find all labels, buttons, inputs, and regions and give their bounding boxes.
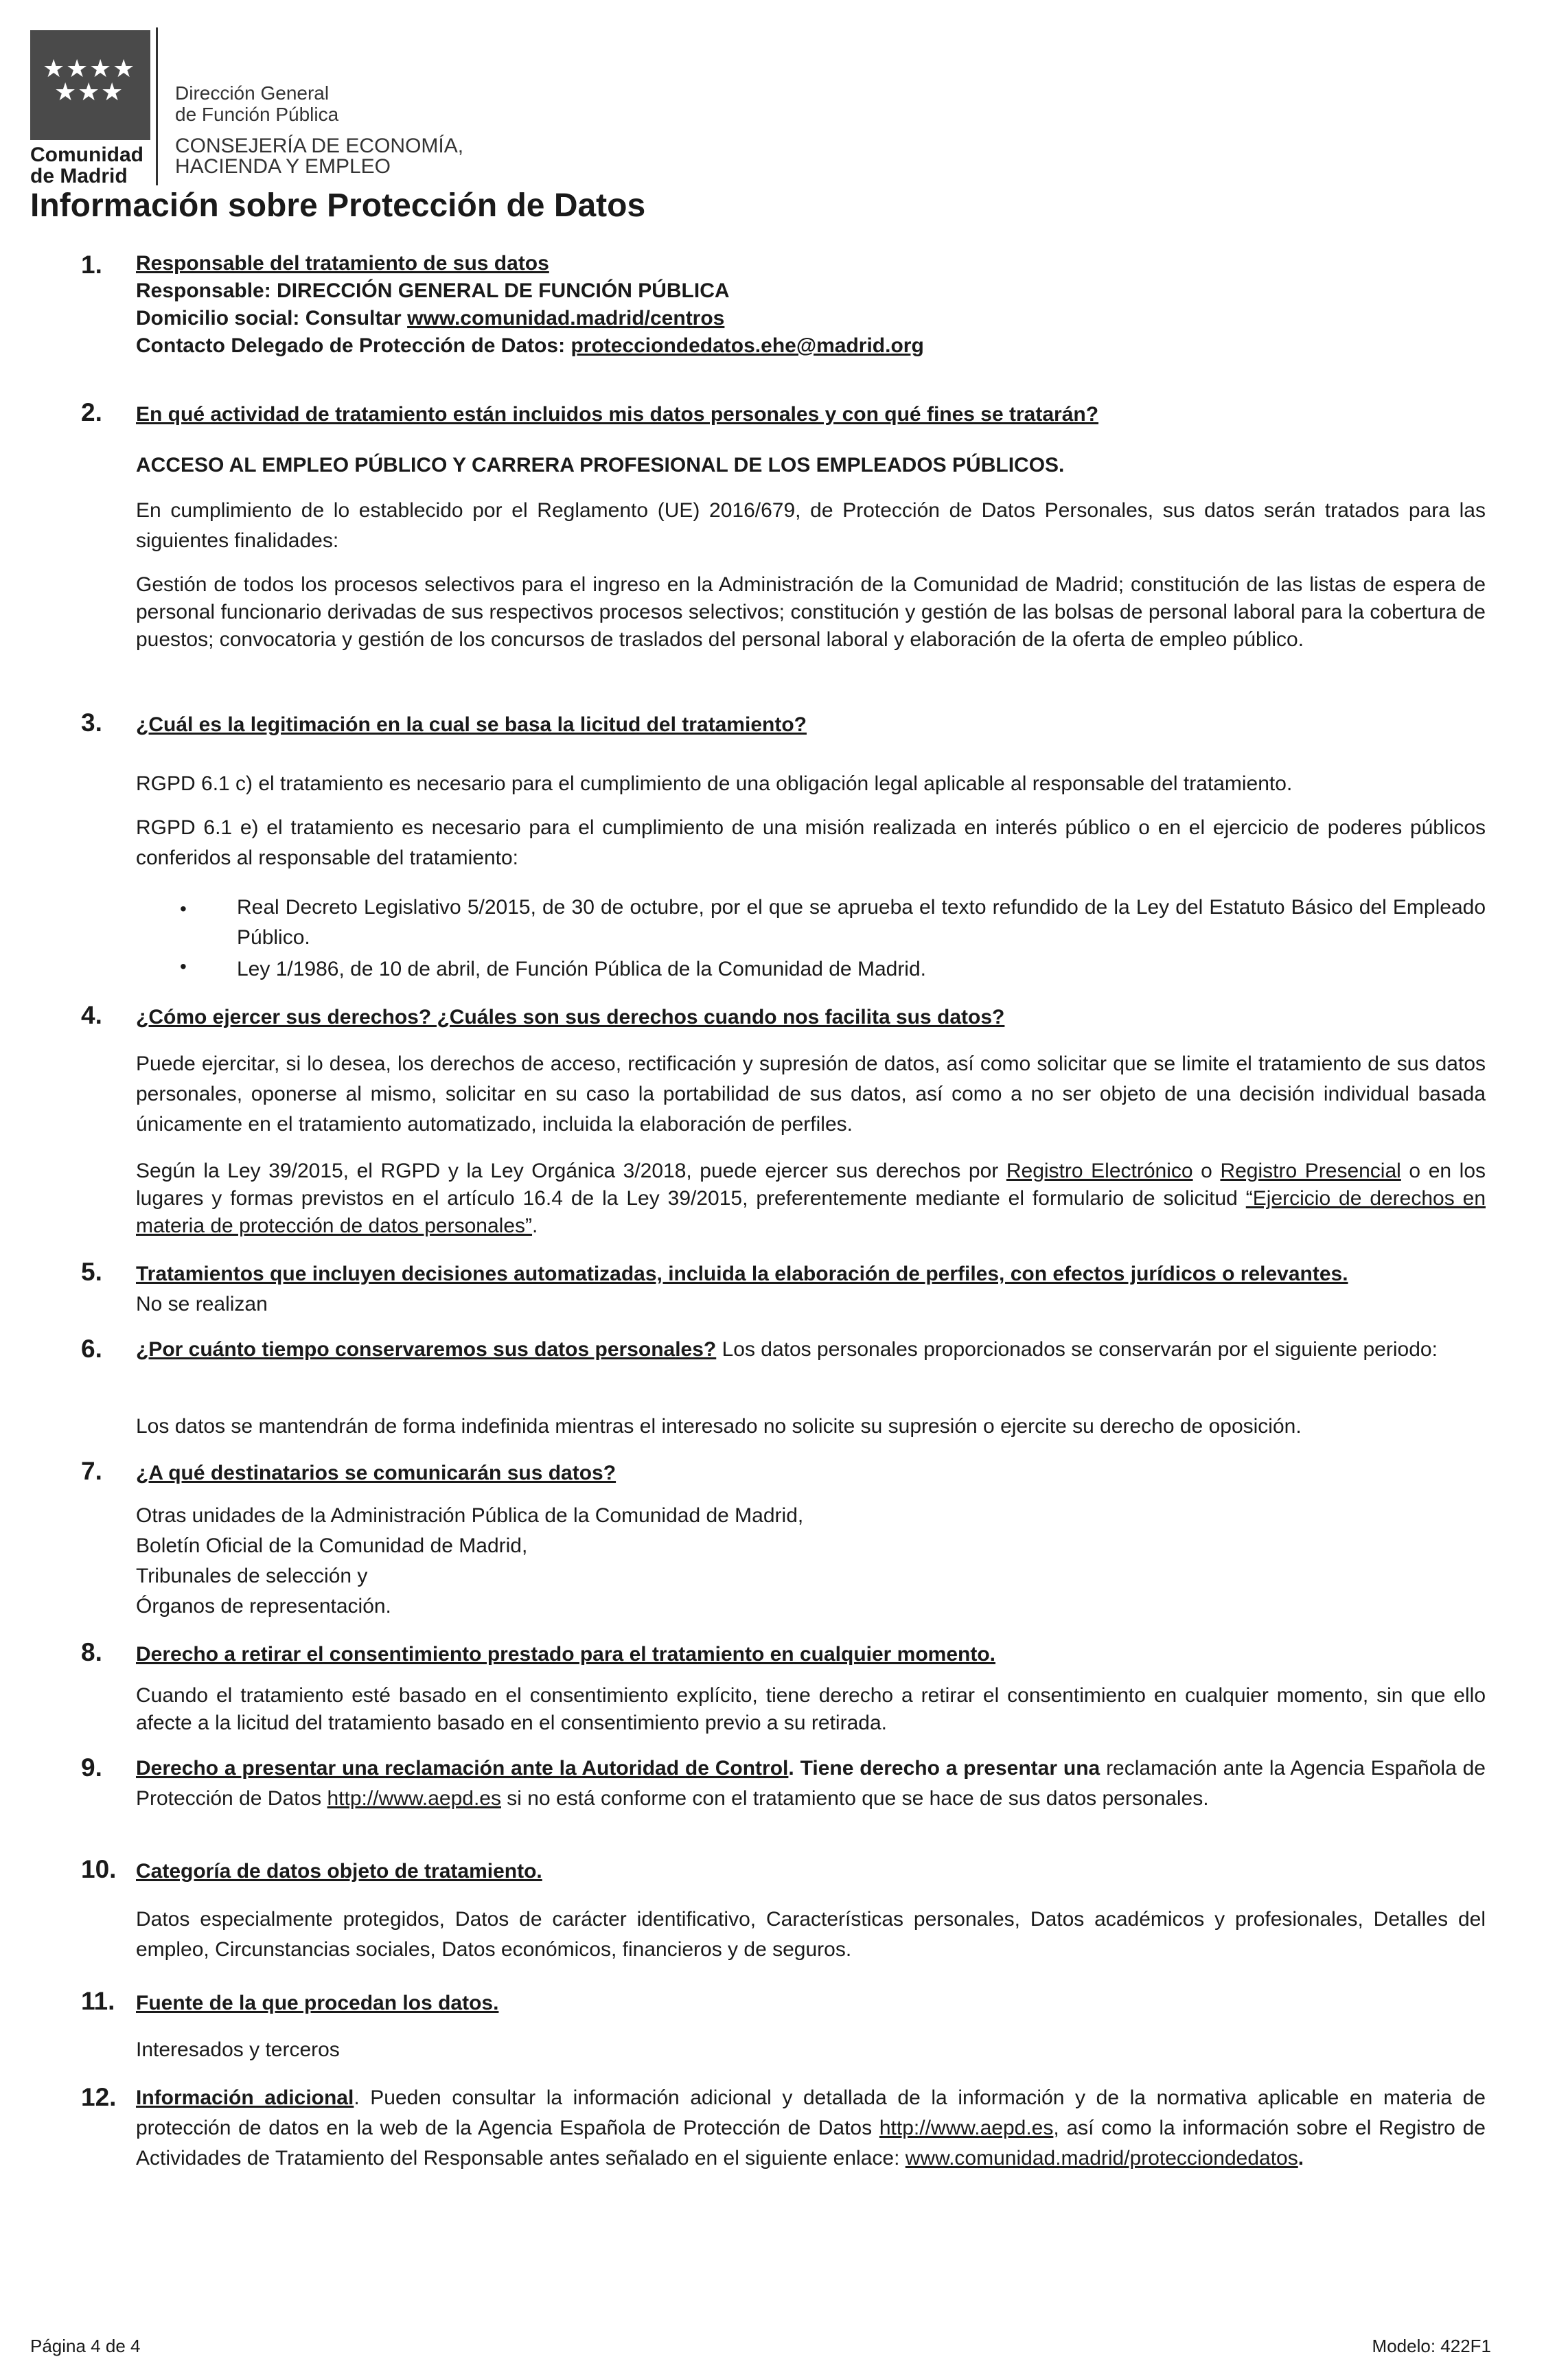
list-item: Real Decreto Legislativo 5/2015, de 30 de octubre, por el que se aprueba el texto refundido de la Ley del Estatuto Básico del Empleado Público. [237,896,1486,949]
paragraph: RGPD 6.1 e) el tratamiento es necesario para el cumplimiento de una misión realizada en interés público o en el ejercicio de poderes públicos conferidos al responsable del tratamiento: [136,816,1486,869]
paragraph: Puede ejercitar, si lo desea, los derechos de acceso, rectificación y supresión de datos, así como solicitar que se limite el tratamiento de sus datos personales, oponerse al mismo, solicitar en su caso la portabilidad de sus datos, así como a no ser objeto de una decisión individual basada únicamente en el tratamiento automatizado, incluida la elaboración de perfiles. [136,1052,1486,1136]
section-number: 3. [81,709,102,737]
section-heading: ¿A qué destinatarios se comunicarán sus datos? [136,1462,616,1484]
centros-link[interactable]: www.comunidad.madrid/centros [407,307,725,330]
recipients-list [136,1501,1486,1622]
model-number: Modelo: 422F1 [1372,2336,1491,2356]
section-heading: Fuente de la que procedan los datos. [136,1992,499,2014]
bullet-icon: • [180,956,187,977]
header-divider [156,27,158,185]
section-heading: ¿Cómo ejercer sus derechos? ¿Cuáles son sus derechos cuando nos facilita sus datos? [136,1006,1005,1028]
section-12-text: Información adicional. Pueden consultar la información adicional y detallada de la información y de la normativa aplicable en materia de protección de datos en la web de la Agencia Española de Protección de Datos http://www.aepd.es, así como la información sobre el Registro de Actividades de Tratamiento del Responsable antes señalado en el siguiente enlace: www.comunidad.madrid/protecciondedatos. [136,2086,1486,2170]
section-number: 7. [81,1457,102,1485]
aepd-link[interactable]: http://www.aepd.es [879,2117,1054,2139]
section-number: 5. [81,1258,102,1286]
paragraph: Cuando el tratamiento esté basado en el consentimiento explícito, tiene derecho a retirar el consentimiento en cualquier momento, sin que ello afecte a la licitud del tratamiento basado en el consentimiento previo a su retirada. [136,1684,1486,1734]
star-icon: ★ [43,54,65,82]
logo-flag [30,30,150,140]
responsable: Responsable: DIRECCIÓN GENERAL DE FUNCIÓN PÚBLICA [136,279,730,302]
section-heading: Responsable del tratamiento de sus datos [136,252,549,275]
list-item: Órganos de representación. [136,1595,391,1618]
section-number: 10. [81,1855,117,1883]
section-heading: Información adicional [136,2086,354,2109]
email-link[interactable]: protecciondedatos.ehe@madrid.org [570,334,924,357]
section-number: 4. [81,1001,102,1029]
aepd-link[interactable]: http://www.aepd.es [327,1787,501,1810]
domicilio: Domicilio social: Consultar www.comunidad.madrid/centros [136,307,725,330]
star-icon: ★ [78,78,100,106]
paragraph: Interesados y terceros [136,2038,340,2061]
activity-name: ACCESO AL EMPLEO PÚBLICO Y CARRERA PROFESIONAL DE LOS EMPLEADOS PÚBLICOS. [136,454,1065,476]
paragraph: RGPD 6.1 c) el tratamiento es necesario para el cumplimiento de una obligación legal aplicable al responsable del tratamiento. [136,772,1293,795]
list-item: Ley 1/1986, de 10 de abril, de Función Pública de la Comunidad de Madrid. [237,958,926,980]
list-item: Otras unidades de la Administración Pública de la Comunidad de Madrid, [136,1504,804,1527]
paragraph: Según la Ley 39/2015, el RGPD y la Ley Orgánica 3/2018, puede ejercer sus derechos por Registro Electrónico o Registro Presencial o en los lugares y formas previstos en el artículo 16.4 de la Ley 39/2015, preferentemente mediante el formulario de solicitud “Ejercicio de derechos en materia de protección de datos personales”. [136,1160,1486,1237]
paragraph: No se realizan [136,1293,268,1315]
list-item: Tribunales de selección y [136,1565,368,1587]
star-icon: ★ [89,54,112,82]
section-number: 6. [81,1335,102,1363]
section-1 [136,250,1486,360]
star-icon: ★ [54,78,77,106]
section-number: 1. [81,251,102,279]
star-icon: ★ [101,78,124,106]
section-6-intro: ¿Por cuánto tiempo conservaremos sus datos personales? Los datos personales proporcionados se conservarán por el siguiente periodo: [136,1338,1438,1361]
star-icon: ★ [113,54,135,82]
section-number: 2. [81,398,102,426]
registro-electronico-link[interactable]: Registro Electrónico [1006,1160,1193,1182]
section-number: 11. [81,1987,115,2015]
paragraph: En cumplimiento de lo establecido por el Reglamento (UE) 2016/679, de Protección de Datos Personales, sus datos serán tratados para las siguientes finalidades: [136,499,1486,552]
star-icon: ★ [66,54,89,82]
paragraph: Los datos se mantendrán de forma indefinida mientras el interesado no solicite su supresión o ejercite su derecho de oposición. [136,1415,1302,1438]
section-heading: En qué actividad de tratamiento están incluidos mis datos personales y con qué fines se tratarán? [136,403,1099,426]
registro-presencial-link[interactable]: Registro Presencial [1220,1160,1401,1182]
section-heading: ¿Cuál es la legitimación en la cual se basa la licitud del tratamiento? [136,713,807,736]
section-heading: Derecho a presentar una reclamación ante la Autoridad de Control [136,1757,789,1780]
section-number: 12. [81,2083,117,2111]
section-heading: ¿Por cuánto tiempo conservaremos sus datos personales? [136,1338,717,1361]
page-title: Información sobre Protección de Datos [30,187,646,224]
bullet-icon: • [180,898,187,919]
logo-text: Comunidad de Madrid [30,143,143,187]
section-number: 9. [81,1753,102,1782]
paragraph: Gestión de todos los procesos selectivos para el ingreso en la Administración de la Comunidad de Madrid; constitución de las listas de espera de personal funcionario derivadas de sus respectivos procesos selectivos; constitución y gestión de las bolsas de personal laboral para la cobertura de puestos; convocatoria y gestión de los concursos de traslados del personal laboral y elaboración de la oferta de empleo público. [136,573,1486,651]
formulario-link[interactable]: “Ejercicio de derechos en materia de protección de datos personales” [136,1187,1486,1237]
page-number: Página 4 de 4 [30,2336,141,2356]
section-heading: Derecho a retirar el consentimiento prestado para el tratamiento en cualquier momento. [136,1643,996,1666]
list-item: Boletín Oficial de la Comunidad de Madrid, [136,1534,528,1557]
protecciondedatos-link[interactable]: www.comunidad.madrid/protecciondedatos [905,2147,1298,2170]
paragraph: Datos especialmente protegidos, Datos de carácter identificativo, Características personales, Datos académicos y profesionales, Detalles del empleo, Circunstancias sociales, Datos económicos, financieros y de seguros. [136,1908,1486,1961]
contacto: Contacto Delegado de Protección de Datos: protecciondedatos.ehe@madrid.org [136,334,924,357]
consejeria: CONSEJERÍA DE ECONOMÍA, HACIENDA Y EMPLEO [175,135,464,178]
direccion-general: Dirección General de Función Pública [175,82,339,125]
section-heading: Categoría de datos objeto de tratamiento. [136,1860,542,1883]
section-number: 8. [81,1638,102,1666]
section-heading: Tratamientos que incluyen decisiones automatizadas, incluida la elaboración de perfiles, con efectos jurídicos o relevantes. [136,1263,1348,1285]
section-9-text: Derecho a presentar una reclamación ante la Autoridad de Control. Tiene derecho a presentar una reclamación ante la Agencia Española de Protección de Datos http://www.aepd.es si no está conforme con el tratamiento que se hace de sus datos personales. [136,1757,1486,1810]
